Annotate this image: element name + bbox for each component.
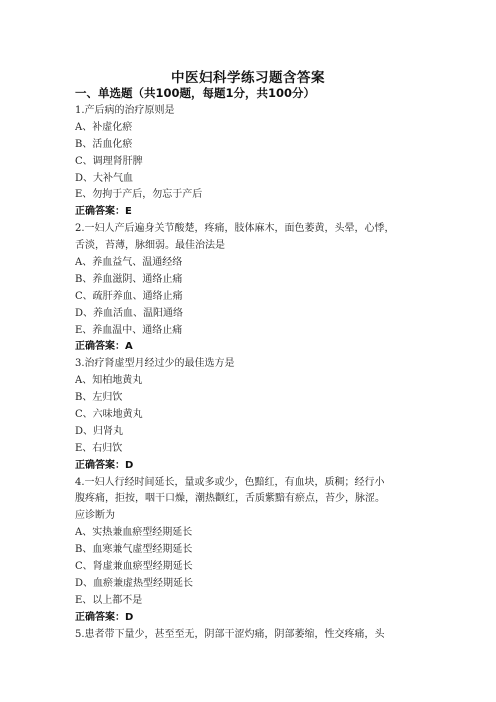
answer-option: E、右归饮 — [75, 442, 123, 454]
answer-option: B、血寒兼气虚型经期延长 — [75, 544, 193, 556]
answer-option: C、疏肝养血、通络止痛 — [75, 290, 183, 302]
question-block — [75, 221, 427, 356]
answer-option: D、大补气血 — [75, 172, 134, 184]
question-stem-line: 5.患者带下量少，甚至至无，阴部干涩灼痛，阴部萎缩，性交疼痛，头 — [75, 628, 385, 640]
question-stem-line: 2.一妇人产后遍身关节酸楚，疼痛，肢体麻木，面色萎黄，头晕，心悸， — [75, 223, 395, 235]
question-stem-line: 4.一妇人行经时间延长，量或多或少，色黯红，有血块，质稠；经行小 — [75, 476, 385, 488]
question-block — [75, 627, 427, 644]
answer-option: D、血瘀兼虚热型经期延长 — [75, 577, 194, 589]
question-block — [75, 103, 427, 221]
question-stem-line: 舌淡，苔薄，脉细弱。最佳治法是 — [75, 240, 225, 252]
answer-option: C、肾虚兼血瘀型经期延长 — [75, 561, 193, 573]
answer-option: B、养血滋阴、通络止痛 — [75, 273, 183, 285]
question-stem-line: 1.产后病的治疗原则是 — [75, 105, 175, 116]
answer-option: C、六味地黄丸 — [75, 409, 143, 421]
correct-answer: 正确答案：D — [75, 459, 134, 471]
question-stem-line: 3.治疗肾虚型月经过少的最佳选方是 — [75, 358, 235, 370]
correct-answer: 正确答案：D — [75, 611, 134, 623]
question-block — [75, 356, 427, 474]
answer-option: E、以上都不是 — [75, 594, 143, 606]
question-list — [75, 103, 427, 644]
answer-option: A、知柏地黄丸 — [75, 375, 143, 387]
correct-answer: 正确答案：E — [75, 206, 132, 218]
answer-option: B、左归饮 — [75, 392, 123, 404]
question-stem-line: 腹疼痛，拒按，咽干口燥，潮热颧红，舌质紫黯有瘀点，苔少，脉涩。 — [75, 493, 385, 505]
question-block — [75, 475, 427, 627]
answer-option: A、实热兼血瘀型经期延长 — [75, 527, 193, 539]
answer-option: D、归肾丸 — [75, 425, 124, 437]
section-heading: 一、单选题（共100题，每题1分，共100分） — [75, 86, 316, 100]
answer-option: E、养血温中、通络止痛 — [75, 324, 183, 336]
question-stem-line: 应诊断为 — [75, 510, 115, 522]
answer-option: E、勿拘于产后，勿忘于产后 — [75, 189, 203, 201]
answer-option: A、养血益气、温通经络 — [75, 257, 183, 269]
answer-option: C、调理肾肝脾 — [75, 155, 143, 167]
answer-option: A、补虚化瘀 — [75, 121, 133, 133]
answer-option: B、活血化瘀 — [75, 138, 133, 150]
document-title: 中医妇科学练习题含答案 — [171, 70, 325, 86]
answer-option: D、养血活血、温阳通络 — [75, 307, 184, 319]
correct-answer: 正确答案：A — [75, 341, 133, 353]
